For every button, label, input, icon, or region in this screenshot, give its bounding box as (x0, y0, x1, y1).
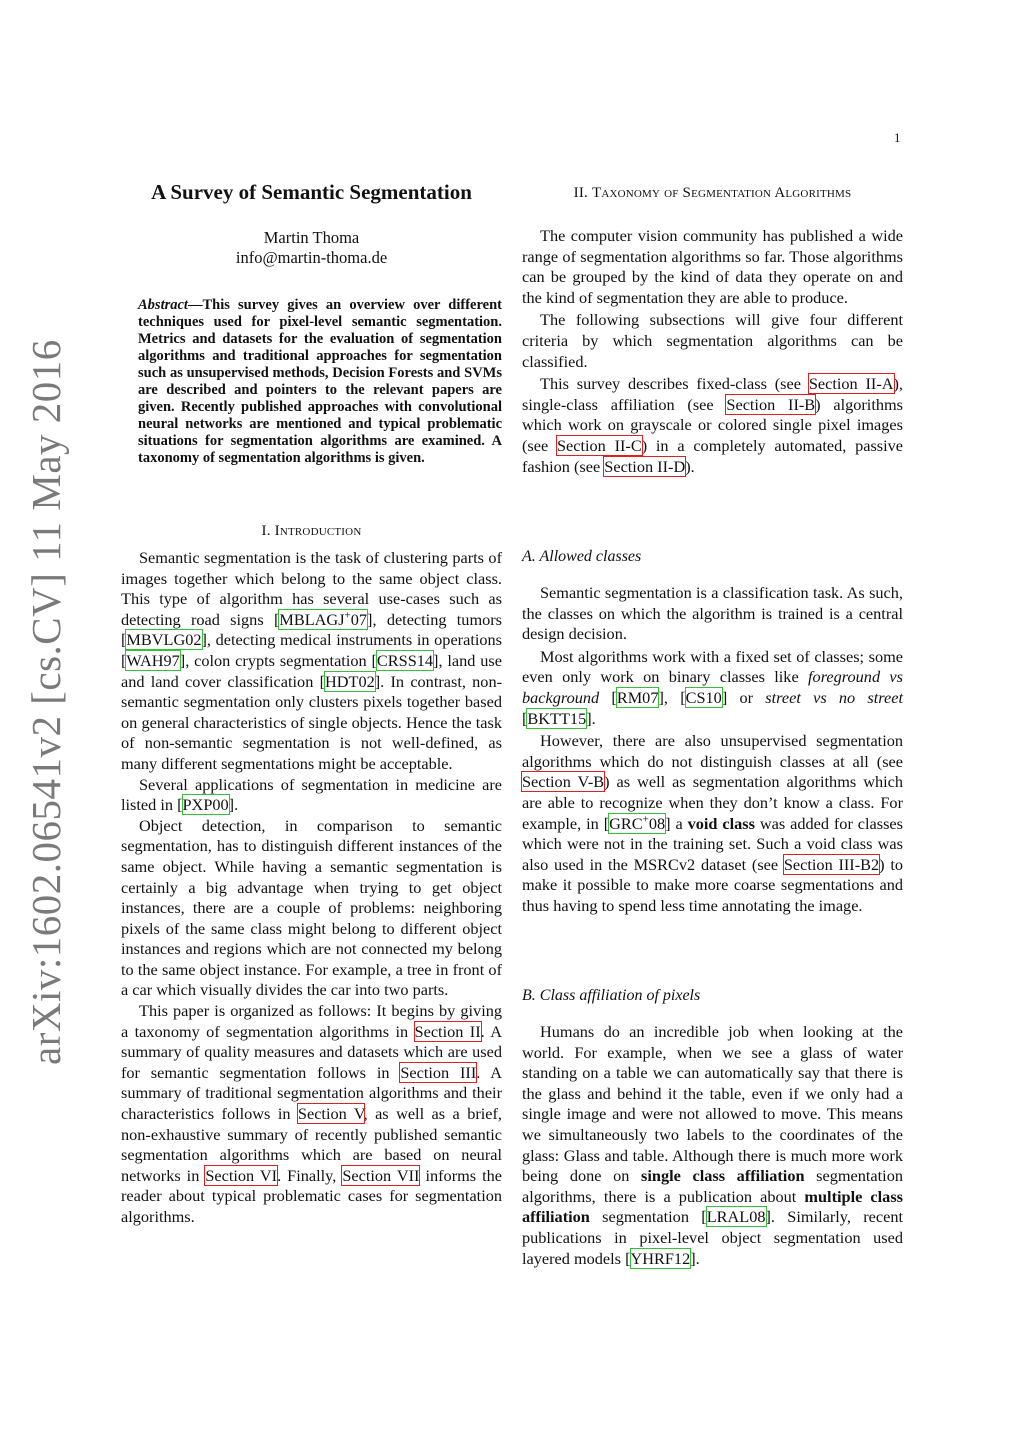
intro-paragraph-3: Object detection, in comparison to semantic segmentation, has to distinguish different instances of the same object. While having a semantic segmentation is certainly a big advantage when trying to get object instances, there are a couple of problems: neighboring pixels of the same class might belong to different object instances and regions which are not connected my belong to the same object instance. For example, a tree in front of a car which visually divides the car into two parts. (121, 815, 502, 1000)
arxiv-identifier: arXiv:1602.06541v2 [cs.CV] 11 May 2016 (23, 339, 69, 1065)
paper-title: A Survey of Semantic Segmentation (151, 180, 472, 204)
section-link[interactable]: Section III-B2 (783, 854, 880, 874)
section-link[interactable]: Section II-D (604, 456, 686, 476)
author-email: info@martin-thoma.de (235, 248, 388, 267)
citation-link[interactable]: HDT02 (325, 671, 375, 691)
section-link[interactable]: Section III (400, 1062, 477, 1082)
taxonomy-body (522, 226, 903, 477)
citation-link[interactable]: PXP00 (182, 795, 229, 815)
subsection-heading-class-affiliation: B. Class affiliation of pixels (522, 987, 701, 1004)
allowed-paragraph-2: Most algorithms work with a fixed set of classes; some even only work on binary classes like foreground vs background [RM07], [CS10] or street vs no street [BKTT15]. (522, 646, 903, 728)
citation-link[interactable]: WAH97 (126, 650, 180, 670)
affiliation-paragraph-1: Humans do an incredible job when looking at the world. For example, when we see a glass of water standing on a table we can automatically say that there is the glass and behind it the table, even if we only had a single image and were not allowed to move. This means we simultaneously two labels to the coordinates of the glass: Glass and table. Although there is much more work being done on single class affiliation segmentation algorithms, there is a publication about multiple class affiliation segmentation [LRAL08]. Similarly, recent publications in pixel-level object segmentation used layered models [YHRF12]. (522, 1022, 903, 1268)
abstract (138, 297, 502, 467)
citation-link[interactable]: CRSS14 (376, 650, 434, 670)
citation-link[interactable]: BKTT15 (527, 708, 587, 728)
citation-link[interactable]: GRC+08 (609, 813, 666, 833)
subsection-heading-allowed-classes: A. Allowed classes (522, 548, 642, 565)
allowed-paragraph-3: However, there are also unsupervised segmentation algorithms which do not distinguish classes at all (see Section V-B) as well as segmentation algorithms which are able to recognize when they don’t know a class. For example, in [GRC+08] a void class was added for classes which were not in the training set. Such a void class was also used in the MSRCv2 dataset (see Section III-B2) to make it possible to make more coarse segmentations and thus having to spend less time annotating the image. (522, 731, 904, 915)
section-link[interactable]: Section II-A (808, 374, 894, 394)
taxonomy-paragraph-2: The following subsections will give four different criteria by which segmentation algorithms can be classified. (522, 310, 903, 371)
section-link[interactable]: Section II (414, 1021, 481, 1041)
taxonomy-paragraph-3: This survey describes fixed-class (see Section II-A), single-class affiliation (see Section II-B) algorithms which work on grayscale or colored single pixel images (see Section II-C) in a completely automated, passive fashion (see Section II-D). (522, 374, 904, 476)
section-link[interactable]: Section V-B (522, 772, 605, 792)
intro-paragraph-4: This paper is organized as follows: It begins by giving a taxonomy of segmentation algorithms in Section II. A summary of quality measures and datasets which are used for semantic segmentation follows in Section III. A summary of traditional segmentation algorithms and their characteristics follows in Section V, as well as a brief, non-exhaustive summary of recently published semantic segmentation algorithms which are based on neural networks in Section VI. Finally, Section VII informs the reader about typical problematic cases for segmentation algorithms. (121, 1001, 503, 1226)
allowed-paragraph-1: Semantic segmentation is a classification task. As such, the classes on which the algorithm is trained is a central design decision. (522, 583, 903, 644)
introduction-body (121, 548, 502, 1228)
abstract-lead: Abstract (138, 297, 188, 313)
citation-link[interactable]: RM07 (616, 687, 659, 707)
section-heading-introduction: I. Introduction (261, 523, 362, 539)
citation-link[interactable]: MBLAGJ+07 (279, 609, 368, 629)
allowed-classes-body (522, 583, 903, 917)
section-link[interactable]: Section VII (342, 1165, 420, 1185)
section-link[interactable]: Section VI (205, 1165, 278, 1185)
class-affiliation-body (522, 1022, 903, 1269)
section-link[interactable]: Section II-C (556, 435, 642, 455)
intro-paragraph-2: Several applications of segmentation in medicine are listed in [PXP00]. (121, 774, 502, 815)
taxonomy-paragraph-1: The computer vision community has published a wide range of segmentation algorithms so far. Those algorithms can be grouped by the kind of data they operate on and the kind of segmentation they are able to produce. (522, 226, 903, 307)
citation-link[interactable]: MBVLG02 (126, 630, 202, 650)
intro-paragraph-1: Semantic segmentation is the task of clustering parts of images together which belong to the same object class. This type of algorithm has several use-cases such as detecting road signs [MBLAGJ+07], detecting tumors [MBVLG02], detecting medical instruments in operations [WAH97], colon crypts segmentation [CRSS14], land use and land cover classification [HDT02]. In contrast, non-semantic segmentation only clusters pixels together based on general characteristics of single objects. Hence the task of non-semantic segmentation is not well-defined, as many different segmentations might be acceptable. (121, 548, 503, 773)
citation-link[interactable]: YHRF12 (630, 1248, 691, 1268)
section-link[interactable]: Section II-B (726, 394, 816, 414)
page-number: 1 (894, 130, 901, 145)
author-block (121, 228, 502, 268)
author-name: Martin Thoma (263, 228, 360, 247)
abstract-text: —This survey gives an overview over different techniques used for pixel-level semantic segmentation. Metrics and datasets for the evaluation of segmentation algorithms and traditional approaches for segmentation such as unsupervised methods, Decision Forests and SVMs are described and pointers to the relevant papers are given. Recently published approaches with convolutional neural networks are mentioned and typical problematic situations for segmentation algorithms are examined. A taxonomy of segmentation algorithms is given. (138, 297, 502, 466)
section-heading-taxonomy: II. Taxonomy of Segmentation Algorithms (573, 185, 852, 201)
section-link[interactable]: Section V (297, 1104, 364, 1124)
citation-link[interactable]: CS10 (685, 687, 722, 707)
citation-link[interactable]: LRAL08 (706, 1207, 766, 1227)
